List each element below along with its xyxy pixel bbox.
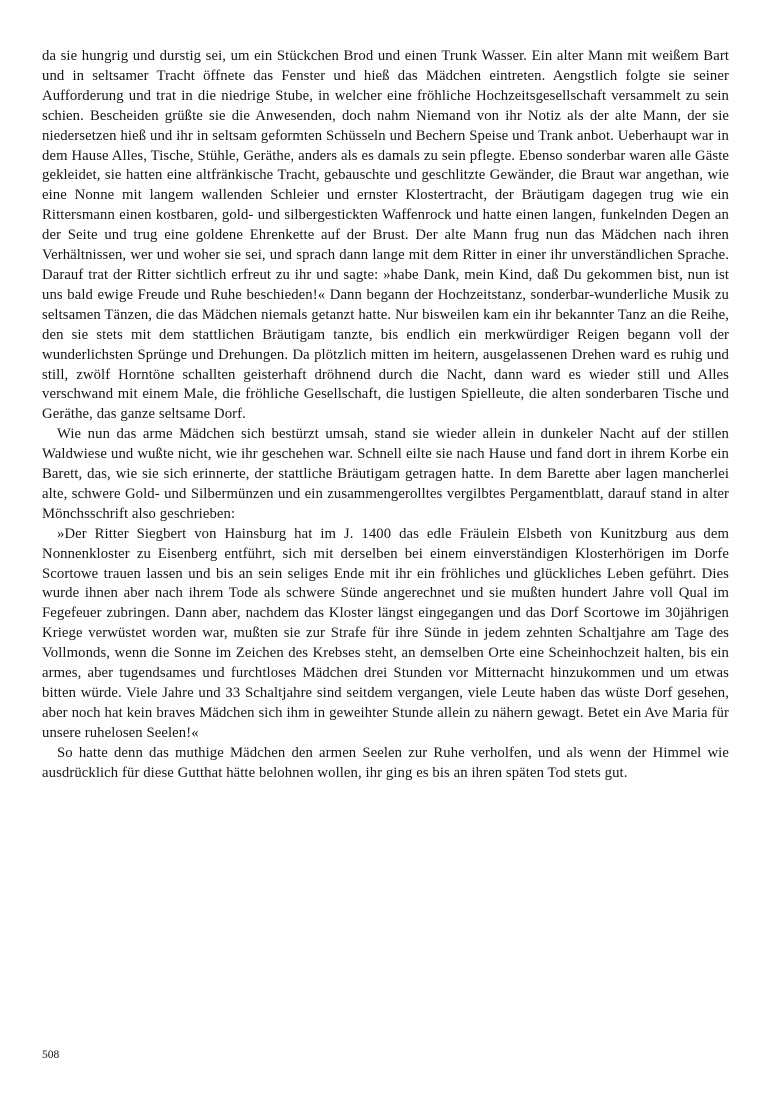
body-text [42,47,729,784]
page-number: 508 [42,1049,60,1061]
paragraph: So hatte denn das muthige Mädchen den armen Seelen zur Ruhe verholfen, und als wenn der Himmel wie ausdrücklich für diese Gutthat hätte belohnen wollen, ihr ging es bis an ihren späten Tod stets gut. [42,744,729,781]
paragraph: Wie nun das arme Mädchen sich bestürzt umsah, stand sie wieder allein in dunkeler Nacht auf der stillen Waldwiese und wußte nicht, wie ihr geschehen war. Schnell eilte sie nach Hause und fand dort in ihrem Korbe ein Barett, das, wie sie sich erinnerte, der stattliche Bräutigam getragen hatte. In dem Barette aber lagen mancherlei alte, schwere Gold- und Silbermünzen und ein zusammengerolltes vergilbtes Pergamentblatt, darauf stand in alter Mönchsschrift also geschrieben: [42,426,729,522]
paragraph: da sie hungrig und durstig sei, um ein Stückchen Brod und einen Trunk Wasser. Ein alter Mann mit weißem Bart und in seltsamer Tracht öffnete das Fenster und hieß das Mädchen eintreten. Aengstlich folgte sie seiner Aufforderung und trat in die niedrige Stube, in welcher eine fröhliche Hochzeitsgesellschaft versammelt zu sein schien. Bescheiden grüßte sie die Anwesenden, doch nahm Niemand von ihr Notiz als der alte Mann, der sie niedersetzen hieß und ihr in seltsam geformten Schüsseln und Bechern Speise und Trank anbot. Ueberhaupt war in dem Hause Alles, Tische, Stühle, Geräthe, anders als es damals zu sein pflegte. Ebenso sonderbar waren alle Gäste gekleidet, sie hatten eine altfränkische Tracht, gebauschte und geschlitzte Gewänder, die Braut war angethan, wie eine Nonne mit langem wallenden Schleier und ernster Klostertracht, der Bräutigam dagegen trug wie ein Rittersmann einen kostbaren, gold- und silbergestickten Waffenrock und hatte einen langen, funkelnden Degen an der Seite und trug eine goldene Ehrenkette auf der Brust. Der alte Mann frug nun das Mädchen nach ihren Verhältnissen, wer und woher sie sei, und sprach dann lange mit dem Ritter in einer ihr unverständlichen Sprache. Darauf trat der Ritter sichtlich erfreut zu ihr und sagte: »habe Dank, mein Kind, daß Du gekommen bist, nun ist uns bald ewige Freude und Ruhe beschieden!« Dann begann der Hochzeitstanz, sonderbar-wunderliche Musik zu seltsamen Tänzen, die das Mädchen niemals getanzt hatte. Nur bisweilen kam ein ihr bekannter Tanz an die Reihe, den sie stets mit dem stattlichen Bräutigam tanzte, bis endlich ein merkwürdiger Reigen begann voll der wunderlichsten Sprünge und Drehungen. Da plötzlich mitten im heitern, ausgelassenen Drehen ward es ruhig und still, zwölf Horntöne schallten geisterhaft dröhnend durch die Nacht, dann ward es wieder still und Alles verschwand mit einem Male, die fröhliche Gesellschaft, die lustigen Spielleute, die alten sonderbaren Tische und Geräthe, das ganze seltsame Dorf. [42,48,729,423]
paragraph: »Der Ritter Siegbert von Hainsburg hat im J. 1400 das edle Fräulein Elsbeth von Kunitzburg aus dem Nonnenkloster zu Eisenberg entführt, sich mit derselben bei einem einverständigen Klosterhörigen im Dorfe Scortowe trauen lassen und bis an sein seliges Ende mit ihr ein fröhliches und glückliches Leben geführt. Dies wurde ihnen aber nach ihrem Tode als schwere Sünde angerechnet und sie mußten hundert Jahre voll Qual im Fegefeuer zubringen. Dann aber, nachdem das Kloster längst eingegangen und das Dorf Scortowe im 30jährigen Kriege verwüstet worden war, mußten sie zur Strafe für ihre Sünde in jedem zehnten Schaltjahre am Tage des Vollmonds, wenn die Sonne im Zeichen des Krebses steht, an demselben Orte eine Scheinhochzeit halten, bis ein armes, aber tugendsames und furchtloses Mädchen drei Stunden vor Mitternacht hinzukommen und um etwas bitten würde. Viele Jahre und 33 Schaltjahre sind seitdem vergangen, viele Leute haben das wüste Dorf gesehen, aber noch hat kein braves Mädchen sich ihm in geweihter Stunde allein zu nähern gewagt. Betet ein Ave Maria für unsere ruhelosen Seelen!« [42,525,729,741]
